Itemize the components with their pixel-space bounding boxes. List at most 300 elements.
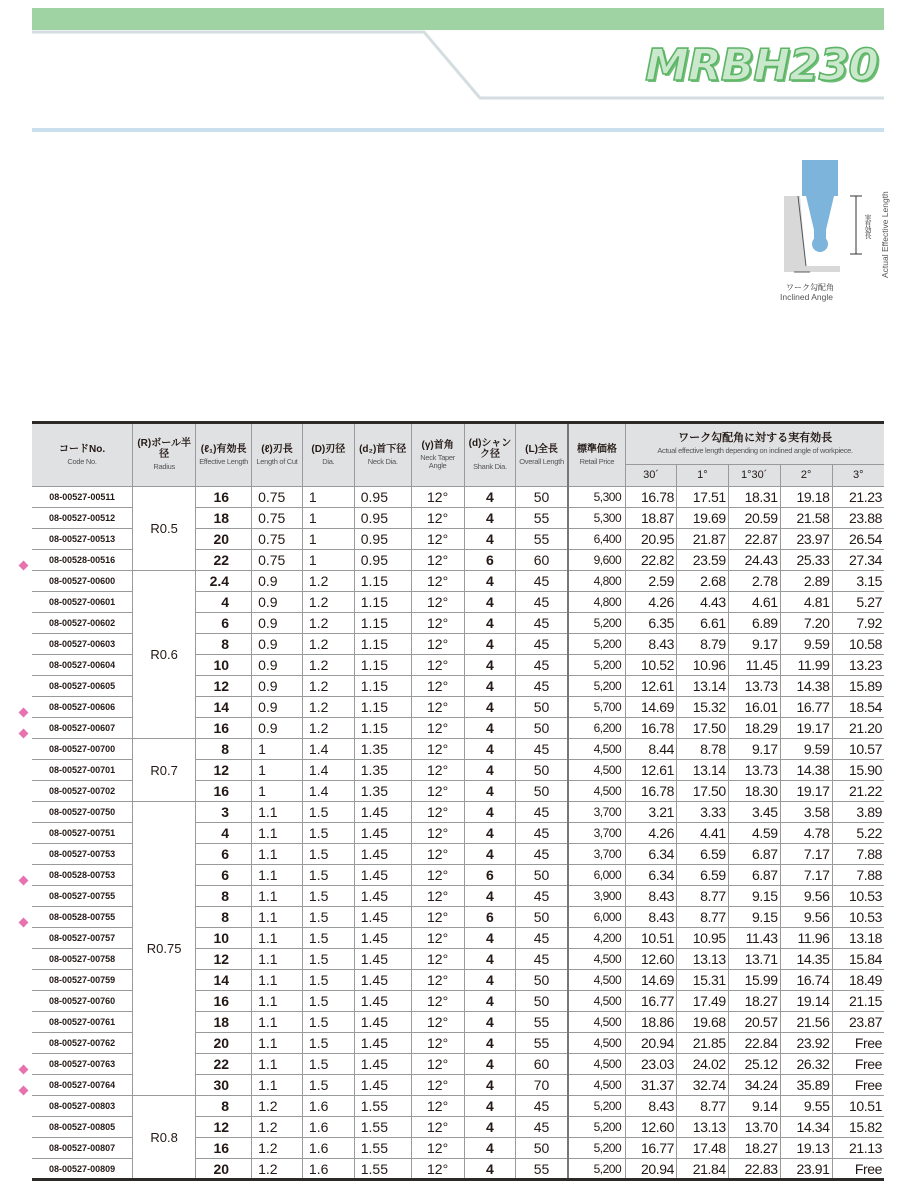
price-cell: 4,200: [568, 928, 626, 949]
neck-taper-cell: 12°: [411, 1075, 464, 1096]
actual-length-cell: 3.58: [780, 802, 832, 823]
dia-cell: 1.5: [302, 1012, 354, 1033]
overall-length-cell: 50: [516, 1138, 568, 1159]
actual-length-cell: 19.69: [676, 508, 728, 529]
price-cell: 4,500: [568, 760, 626, 781]
actual-length-cell: 21.22: [832, 781, 884, 802]
neck-dia-cell: 1.15: [354, 697, 411, 718]
price-cell: 5,700: [568, 697, 626, 718]
dia-cell: 1.5: [302, 802, 354, 823]
actual-length-cell: 20.94: [626, 1159, 677, 1180]
dia-cell: 1.2: [302, 571, 354, 592]
shank-dia-cell: 4: [464, 655, 516, 676]
effective-length-cell: 14: [196, 970, 252, 991]
dia-cell: 1.2: [302, 676, 354, 697]
neck-taper-cell: 12°: [411, 760, 464, 781]
actual-length-cell: 34.24: [728, 1075, 780, 1096]
actual-length-cell: 17.51: [676, 487, 728, 508]
code-number: 08-00528-00753: [49, 870, 116, 880]
dia-cell: 1.5: [302, 970, 354, 991]
dia-cell: 1.4: [302, 760, 354, 781]
length-of-cut-cell: 0.9: [252, 718, 303, 739]
length-of-cut-cell: 1.1: [252, 865, 303, 886]
overall-length-cell: 45: [516, 928, 568, 949]
actual-length-cell: 3.15: [832, 571, 884, 592]
overall-length-cell: 45: [516, 613, 568, 634]
neck-dia-cell: 1.35: [354, 739, 411, 760]
shank-dia-cell: 4: [464, 613, 516, 634]
code-cell: [32, 676, 133, 697]
dia-cell: 1.6: [302, 1096, 354, 1117]
actual-length-cell: 10.58: [832, 634, 884, 655]
actual-length-cell: 19.68: [676, 1012, 728, 1033]
actual-length-cell: 4.78: [780, 823, 832, 844]
code-number: 08-00527-00761: [49, 1017, 116, 1027]
actual-length-cell: 9.59: [780, 634, 832, 655]
shank-dia-cell: 4: [464, 697, 516, 718]
header-neck-taper: (γ)首角 Neck Taper Angle: [411, 423, 464, 487]
price-cell: 3,700: [568, 823, 626, 844]
shank-dia-cell: 4: [464, 739, 516, 760]
neck-taper-cell: 12°: [411, 739, 464, 760]
actual-length-cell: 6.89: [728, 613, 780, 634]
actual-length-cell: 14.38: [780, 760, 832, 781]
actual-length-cell: 9.59: [780, 739, 832, 760]
shank-dia-cell: 4: [464, 676, 516, 697]
actual-length-cell: 17.50: [676, 781, 728, 802]
actual-length-cell: 18.87: [626, 508, 677, 529]
actual-length-cell: 4.43: [676, 592, 728, 613]
actual-length-cell: 9.56: [780, 886, 832, 907]
actual-length-cell: 9.15: [728, 907, 780, 928]
actual-length-cell: 21.56: [780, 1012, 832, 1033]
neck-dia-cell: 1.45: [354, 1075, 411, 1096]
code-number: 08-00527-00758: [49, 954, 116, 964]
length-of-cut-cell: 1: [252, 739, 303, 760]
spec-table: [32, 421, 884, 1181]
actual-length-cell: 7.88: [832, 865, 884, 886]
overall-length-cell: 50: [516, 487, 568, 508]
neck-dia-cell: 1.45: [354, 949, 411, 970]
neck-taper-cell: 12°: [411, 718, 464, 739]
actual-length-cell: 2.78: [728, 571, 780, 592]
actual-length-cell: 16.77: [780, 697, 832, 718]
effective-length-cell: 20: [196, 1033, 252, 1054]
neck-taper-cell: 12°: [411, 928, 464, 949]
actual-length-cell: 20.95: [626, 529, 677, 550]
code-cell: [32, 571, 133, 592]
length-of-cut-cell: 1.2: [252, 1096, 303, 1117]
shank-dia-cell: 4: [464, 1138, 516, 1159]
header-actual-length: ワーク勾配角に対する実有効長 Actual effective length depending on inclined angle of workpiece.: [626, 423, 884, 465]
actual-length-cell: 2.59: [626, 571, 677, 592]
length-of-cut-cell: 1.1: [252, 823, 303, 844]
shank-dia-cell: 6: [464, 865, 516, 886]
price-cell: 5,200: [568, 655, 626, 676]
dia-cell: 1.5: [302, 844, 354, 865]
actual-length-cell: 22.82: [626, 550, 677, 571]
effective-length-cell: 2.4: [196, 571, 252, 592]
actual-length-cell: 7.88: [832, 844, 884, 865]
actual-length-cell: 21.23: [832, 487, 884, 508]
effective-length-cell: 18: [196, 508, 252, 529]
actual-length-cell: 5.22: [832, 823, 884, 844]
neck-taper-cell: 12°: [411, 1117, 464, 1138]
actual-length-cell: 13.23: [832, 655, 884, 676]
effective-length-cell: 8: [196, 634, 252, 655]
product-title: MRBH230: [645, 40, 878, 91]
code-cell: [32, 844, 133, 865]
length-of-cut-cell: 1.1: [252, 928, 303, 949]
actual-length-cell: 13.14: [676, 676, 728, 697]
actual-length-cell: 9.17: [728, 739, 780, 760]
new-item-marker: [19, 876, 29, 886]
price-cell: 5,200: [568, 1117, 626, 1138]
effective-length-cell: 12: [196, 1117, 252, 1138]
header-radius: (R)ボール半径 Radius: [133, 423, 196, 487]
neck-taper-cell: 12°: [411, 1096, 464, 1117]
actual-length-cell: 25.33: [780, 550, 832, 571]
neck-dia-cell: 1.15: [354, 613, 411, 634]
new-item-marker: [19, 729, 29, 739]
actual-length-cell: 20.59: [728, 508, 780, 529]
effective-length-cell: 10: [196, 655, 252, 676]
table-row: [32, 1096, 884, 1117]
overall-length-cell: 55: [516, 529, 568, 550]
overall-length-cell: 45: [516, 802, 568, 823]
radius-cell: R0.7: [133, 739, 196, 802]
diagram-side-label: Actual Effective Length: [880, 191, 890, 278]
price-cell: 3,700: [568, 844, 626, 865]
dia-cell: 1.2: [302, 697, 354, 718]
neck-dia-cell: 1.45: [354, 886, 411, 907]
header-shank-dia: (d)シャンク径 Shank Dia.: [464, 423, 516, 487]
actual-length-cell: 8.43: [626, 907, 677, 928]
length-of-cut-cell: 1.1: [252, 886, 303, 907]
price-cell: 5,300: [568, 487, 626, 508]
actual-length-cell: 8.43: [626, 634, 677, 655]
overall-length-cell: 45: [516, 676, 568, 697]
neck-dia-cell: 1.45: [354, 928, 411, 949]
header-angle: 1°30´: [728, 465, 780, 487]
actual-length-cell: 13.70: [728, 1117, 780, 1138]
code-number: 08-00527-00760: [49, 996, 116, 1006]
price-cell: 5,200: [568, 1096, 626, 1117]
actual-length-cell: 6.35: [626, 613, 677, 634]
actual-length-cell: 6.34: [626, 844, 677, 865]
neck-taper-cell: 12°: [411, 1033, 464, 1054]
actual-length-cell: 19.13: [780, 1138, 832, 1159]
length-of-cut-cell: 1.1: [252, 1012, 303, 1033]
overall-length-cell: 45: [516, 634, 568, 655]
neck-taper-cell: 12°: [411, 655, 464, 676]
effective-length-cell: 22: [196, 1054, 252, 1075]
price-cell: 4,500: [568, 1012, 626, 1033]
actual-length-cell: 23.59: [676, 550, 728, 571]
price-cell: 4,500: [568, 970, 626, 991]
neck-taper-cell: 12°: [411, 949, 464, 970]
dia-cell: 1.5: [302, 928, 354, 949]
actual-length-cell: 4.59: [728, 823, 780, 844]
dia-cell: 1.5: [302, 1054, 354, 1075]
neck-dia-cell: 0.95: [354, 529, 411, 550]
diagram-side-label-jp: 実有効長: [864, 214, 871, 238]
overall-length-cell: 45: [516, 886, 568, 907]
neck-dia-cell: 1.45: [354, 970, 411, 991]
header-neck-dia: (d₂)首下径 Neck Dia.: [354, 423, 411, 487]
actual-length-cell: 21.85: [676, 1033, 728, 1054]
code-cell: [32, 697, 133, 718]
actual-length-cell: 6.34: [626, 865, 677, 886]
actual-length-cell: 21.58: [780, 508, 832, 529]
actual-length-cell: 7.92: [832, 613, 884, 634]
price-cell: 4,500: [568, 949, 626, 970]
actual-length-cell: 20.57: [728, 1012, 780, 1033]
price-cell: 4,500: [568, 781, 626, 802]
effective-length-cell: 12: [196, 949, 252, 970]
price-cell: 5,200: [568, 676, 626, 697]
radius-cell: R0.8: [133, 1096, 196, 1180]
actual-length-cell: 6.87: [728, 844, 780, 865]
dia-cell: 1: [302, 487, 354, 508]
dia-cell: 1.5: [302, 1033, 354, 1054]
length-of-cut-cell: 1.1: [252, 991, 303, 1012]
shank-dia-cell: 4: [464, 718, 516, 739]
actual-length-cell: 27.34: [832, 550, 884, 571]
shank-dia-cell: 4: [464, 1159, 516, 1180]
radius-cell: R0.5: [133, 487, 196, 571]
length-of-cut-cell: 1: [252, 781, 303, 802]
actual-length-cell: 8.43: [626, 1096, 677, 1117]
code-cell: [32, 529, 133, 550]
overall-length-cell: 50: [516, 865, 568, 886]
actual-length-cell: 8.44: [626, 739, 677, 760]
neck-taper-cell: 12°: [411, 676, 464, 697]
neck-taper-cell: 12°: [411, 529, 464, 550]
length-of-cut-cell: 1.1: [252, 1033, 303, 1054]
actual-length-cell: 10.95: [676, 928, 728, 949]
code-number: 08-00528-00755: [49, 912, 116, 922]
overall-length-cell: 45: [516, 1096, 568, 1117]
effective-length-cell: 12: [196, 760, 252, 781]
overall-length-cell: 45: [516, 949, 568, 970]
effective-length-cell: 20: [196, 1159, 252, 1180]
actual-length-cell: 13.13: [676, 1117, 728, 1138]
length-of-cut-cell: 0.9: [252, 592, 303, 613]
header-angle: 1°: [676, 465, 728, 487]
actual-length-cell: 14.69: [626, 697, 677, 718]
actual-length-cell: 23.03: [626, 1054, 677, 1075]
shank-dia-cell: 4: [464, 781, 516, 802]
new-item-marker: [19, 1086, 29, 1096]
actual-length-cell: 8.79: [676, 634, 728, 655]
actual-length-cell: 18.49: [832, 970, 884, 991]
actual-length-cell: 16.77: [626, 991, 677, 1012]
actual-length-cell: 23.97: [780, 529, 832, 550]
code-number: 08-00527-00605: [49, 681, 116, 691]
dia-cell: 1.2: [302, 634, 354, 655]
actual-length-cell: 13.18: [832, 928, 884, 949]
actual-length-cell: 16.78: [626, 781, 677, 802]
actual-length-cell: 23.91: [780, 1159, 832, 1180]
code-cell: [32, 1012, 133, 1033]
code-number: 08-00527-00512: [49, 513, 116, 523]
effective-length-cell: 22: [196, 550, 252, 571]
code-number: 08-00527-00751: [49, 828, 116, 838]
effective-length-cell: 6: [196, 844, 252, 865]
code-cell: [32, 928, 133, 949]
neck-dia-cell: 1.55: [354, 1096, 411, 1117]
shank-dia-cell: 4: [464, 949, 516, 970]
actual-length-cell: 3.33: [676, 802, 728, 823]
overall-length-cell: 55: [516, 1159, 568, 1180]
code-cell: [32, 550, 133, 571]
overall-length-cell: 45: [516, 1117, 568, 1138]
code-cell: [32, 886, 133, 907]
code-cell: [32, 781, 133, 802]
length-of-cut-cell: 1.2: [252, 1138, 303, 1159]
neck-dia-cell: 1.15: [354, 571, 411, 592]
actual-length-cell: 15.32: [676, 697, 728, 718]
neck-dia-cell: 1.55: [354, 1117, 411, 1138]
code-number: 08-00527-00702: [49, 786, 116, 796]
actual-length-cell: 21.13: [832, 1138, 884, 1159]
dia-cell: 1.2: [302, 655, 354, 676]
neck-taper-cell: 12°: [411, 991, 464, 1012]
dia-cell: 1.5: [302, 907, 354, 928]
neck-taper-cell: 12°: [411, 634, 464, 655]
length-of-cut-cell: 1.1: [252, 844, 303, 865]
actual-length-cell: 9.15: [728, 886, 780, 907]
overall-length-cell: 60: [516, 1054, 568, 1075]
actual-length-cell: 6.61: [676, 613, 728, 634]
actual-length-cell: 24.43: [728, 550, 780, 571]
actual-length-cell: 13.71: [728, 949, 780, 970]
shank-dia-cell: 4: [464, 1033, 516, 1054]
actual-length-cell: 5.27: [832, 592, 884, 613]
shank-dia-cell: 4: [464, 1075, 516, 1096]
actual-length-cell: 13.73: [728, 760, 780, 781]
effective-length-cell: 4: [196, 823, 252, 844]
length-of-cut-cell: 1.2: [252, 1117, 303, 1138]
price-cell: 3,900: [568, 886, 626, 907]
neck-taper-cell: 12°: [411, 1012, 464, 1033]
actual-length-cell: 19.17: [780, 781, 832, 802]
actual-length-cell: 8.77: [676, 907, 728, 928]
actual-length-cell: 11.99: [780, 655, 832, 676]
code-number: 08-00527-00762: [49, 1038, 116, 1048]
table-row: [32, 739, 884, 760]
actual-length-cell: 9.55: [780, 1096, 832, 1117]
code-cell: [32, 823, 133, 844]
code-cell: [32, 970, 133, 991]
price-cell: 5,200: [568, 634, 626, 655]
length-of-cut-cell: 1.2: [252, 1159, 303, 1180]
neck-taper-cell: 12°: [411, 1159, 464, 1180]
actual-length-cell: 21.84: [676, 1159, 728, 1180]
code-number: 08-00527-00805: [49, 1122, 116, 1132]
code-number: 08-00527-00511: [49, 492, 115, 502]
effective-length-cell: 16: [196, 991, 252, 1012]
shank-dia-cell: 4: [464, 487, 516, 508]
effective-length-cell: 30: [196, 1075, 252, 1096]
effective-length-cell: 16: [196, 718, 252, 739]
price-cell: 4,500: [568, 991, 626, 1012]
diagram-angle-label-jp: ワーク勾配角: [786, 283, 834, 292]
actual-length-cell: 23.88: [832, 508, 884, 529]
length-of-cut-cell: 0.9: [252, 676, 303, 697]
length-of-cut-cell: 1.1: [252, 949, 303, 970]
price-cell: 4,500: [568, 1033, 626, 1054]
actual-length-cell: 21.15: [832, 991, 884, 1012]
actual-length-cell: 14.69: [626, 970, 677, 991]
dia-cell: 1.4: [302, 739, 354, 760]
overall-length-cell: 50: [516, 760, 568, 781]
header-length-of-cut: (ℓ)刃長 Length of Cut: [252, 423, 303, 487]
overall-length-cell: 50: [516, 991, 568, 1012]
actual-length-cell: 18.27: [728, 991, 780, 1012]
dia-cell: 1.6: [302, 1159, 354, 1180]
actual-length-cell: 10.53: [832, 907, 884, 928]
code-number: 08-00527-00601: [49, 597, 116, 607]
header-dia: (D)刃径 Dia.: [302, 423, 354, 487]
header-angle: 3°: [832, 465, 884, 487]
code-cell: [32, 1075, 133, 1096]
length-of-cut-cell: 0.75: [252, 508, 303, 529]
dia-cell: 1.2: [302, 592, 354, 613]
neck-taper-cell: 12°: [411, 1138, 464, 1159]
actual-length-cell: 7.17: [780, 844, 832, 865]
length-of-cut-cell: 0.75: [252, 529, 303, 550]
actual-length-cell: 16.78: [626, 487, 677, 508]
actual-length-cell: 4.26: [626, 592, 677, 613]
overall-length-cell: 45: [516, 571, 568, 592]
header-price: 標準価格 Retail Price: [568, 423, 626, 487]
shank-dia-cell: 4: [464, 508, 516, 529]
length-of-cut-cell: 0.9: [252, 571, 303, 592]
length-of-cut-cell: 0.75: [252, 550, 303, 571]
length-of-cut-cell: 1: [252, 760, 303, 781]
actual-length-cell: 24.02: [676, 1054, 728, 1075]
actual-length-cell: 17.48: [676, 1138, 728, 1159]
neck-taper-cell: 12°: [411, 865, 464, 886]
neck-dia-cell: 1.45: [354, 844, 411, 865]
actual-length-cell: 7.17: [780, 865, 832, 886]
overall-length-cell: 45: [516, 655, 568, 676]
actual-length-cell: 11.43: [728, 928, 780, 949]
code-number: 08-00527-00513: [49, 534, 116, 544]
actual-length-cell: 16.74: [780, 970, 832, 991]
effective-length-cell: 10: [196, 928, 252, 949]
neck-dia-cell: 0.95: [354, 487, 411, 508]
dia-cell: 1.2: [302, 718, 354, 739]
actual-length-cell: 20.94: [626, 1033, 677, 1054]
actual-length-cell: 21.87: [676, 529, 728, 550]
length-of-cut-cell: 0.9: [252, 613, 303, 634]
neck-dia-cell: 0.95: [354, 508, 411, 529]
shank-dia-cell: 4: [464, 1012, 516, 1033]
actual-length-cell: 4.61: [728, 592, 780, 613]
overall-length-cell: 45: [516, 823, 568, 844]
actual-length-cell: 12.61: [626, 676, 677, 697]
overall-length-cell: 55: [516, 1012, 568, 1033]
overall-length-cell: 50: [516, 718, 568, 739]
shank-dia-cell: 4: [464, 802, 516, 823]
actual-length-cell: 11.45: [728, 655, 780, 676]
length-of-cut-cell: 0.9: [252, 634, 303, 655]
price-cell: 6,000: [568, 865, 626, 886]
new-item-marker: [19, 918, 29, 928]
